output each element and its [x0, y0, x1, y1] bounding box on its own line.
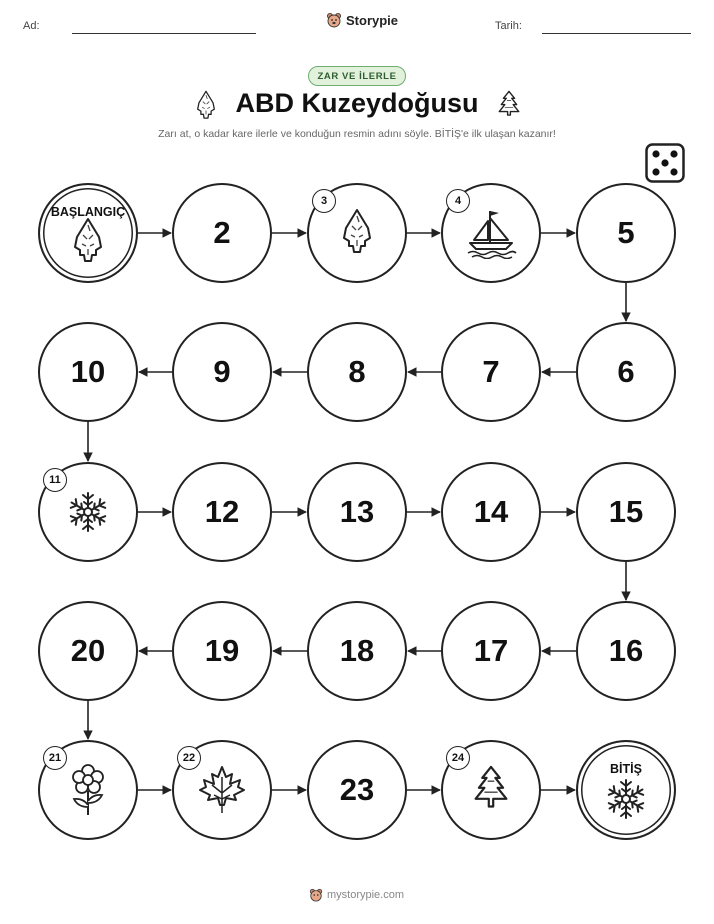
board-space-22 [172, 740, 272, 840]
space-number: 13 [339, 494, 375, 529]
space-number: 18 [339, 633, 375, 668]
space-number: 8 [348, 354, 366, 389]
board-space-5 [576, 183, 676, 283]
space-number-badge: 3 [312, 189, 336, 213]
space-number: 17 [473, 633, 509, 668]
instructions: Zarı at, o kadar kare ilerle ve konduğun resmin adını söyle. BİTİŞ'e ilk ulaşan kazanır! [158, 128, 556, 140]
space-number: 9 [213, 354, 231, 389]
space-number: 7 [482, 354, 500, 389]
board-space-24 [441, 740, 541, 840]
board-space-12 [172, 462, 272, 562]
finish-label: BİTİŞ [610, 762, 642, 776]
board-space-3 [307, 183, 407, 283]
bear-icon [309, 888, 323, 902]
space-number-badge: 22 [177, 746, 201, 770]
footer-url[interactable]: mystorypie.com [327, 889, 405, 901]
board-space-23 [307, 740, 407, 840]
board-space-8 [307, 322, 407, 422]
maple-leaf-icon [198, 765, 246, 815]
board-space-14 [441, 462, 541, 562]
page-title: ABD Kuzeydoğusu [235, 88, 479, 118]
board-space-18 [307, 601, 407, 701]
space-number: 12 [204, 494, 240, 529]
space-number: 19 [204, 633, 240, 668]
board-space-6 [576, 322, 676, 422]
board-space-11 [38, 462, 138, 562]
space-number-badge: 11 [43, 468, 67, 492]
space-number: 10 [70, 354, 106, 389]
category-tag: ZAR VE İLERLE [308, 66, 406, 86]
snowflake-icon [604, 777, 648, 821]
space-number-badge: 21 [43, 746, 67, 770]
space-number-badge: 4 [446, 189, 470, 213]
board-space-7 [441, 322, 541, 422]
pine-tree-icon [469, 764, 513, 816]
footer [309, 888, 404, 902]
board-space-4 [441, 183, 541, 283]
start-space [38, 183, 138, 283]
space-number: 2 [213, 215, 231, 250]
flower-icon [66, 763, 110, 817]
sailboat-icon [464, 207, 518, 259]
snowflake-icon [66, 490, 110, 534]
date-label: Tarih: [495, 20, 522, 32]
board-space-21 [38, 740, 138, 840]
space-number-badge: 24 [446, 746, 470, 770]
name-label: Ad: [23, 20, 40, 32]
space-number: 5 [617, 215, 635, 250]
space-number: 14 [473, 494, 509, 529]
space-number: 6 [617, 354, 635, 389]
arrowhead-icon [68, 217, 108, 267]
board-space-10 [38, 322, 138, 422]
board-space-13 [307, 462, 407, 562]
space-number: 16 [608, 633, 644, 668]
board-space-15 [576, 462, 676, 562]
board-space-17 [441, 601, 541, 701]
board-space-19 [172, 601, 272, 701]
board-space-16 [576, 601, 676, 701]
space-number: 20 [70, 633, 106, 668]
space-number: 15 [608, 494, 644, 529]
arrowhead-icon [337, 208, 377, 258]
start-label: BAŞLANGIÇ [50, 205, 126, 219]
board-space-2 [172, 183, 272, 283]
board-space-9 [172, 322, 272, 422]
finish-space [576, 740, 676, 840]
brand-name: Storypie [346, 12, 399, 28]
board-space-20 [38, 601, 138, 701]
space-number: 23 [339, 772, 375, 807]
